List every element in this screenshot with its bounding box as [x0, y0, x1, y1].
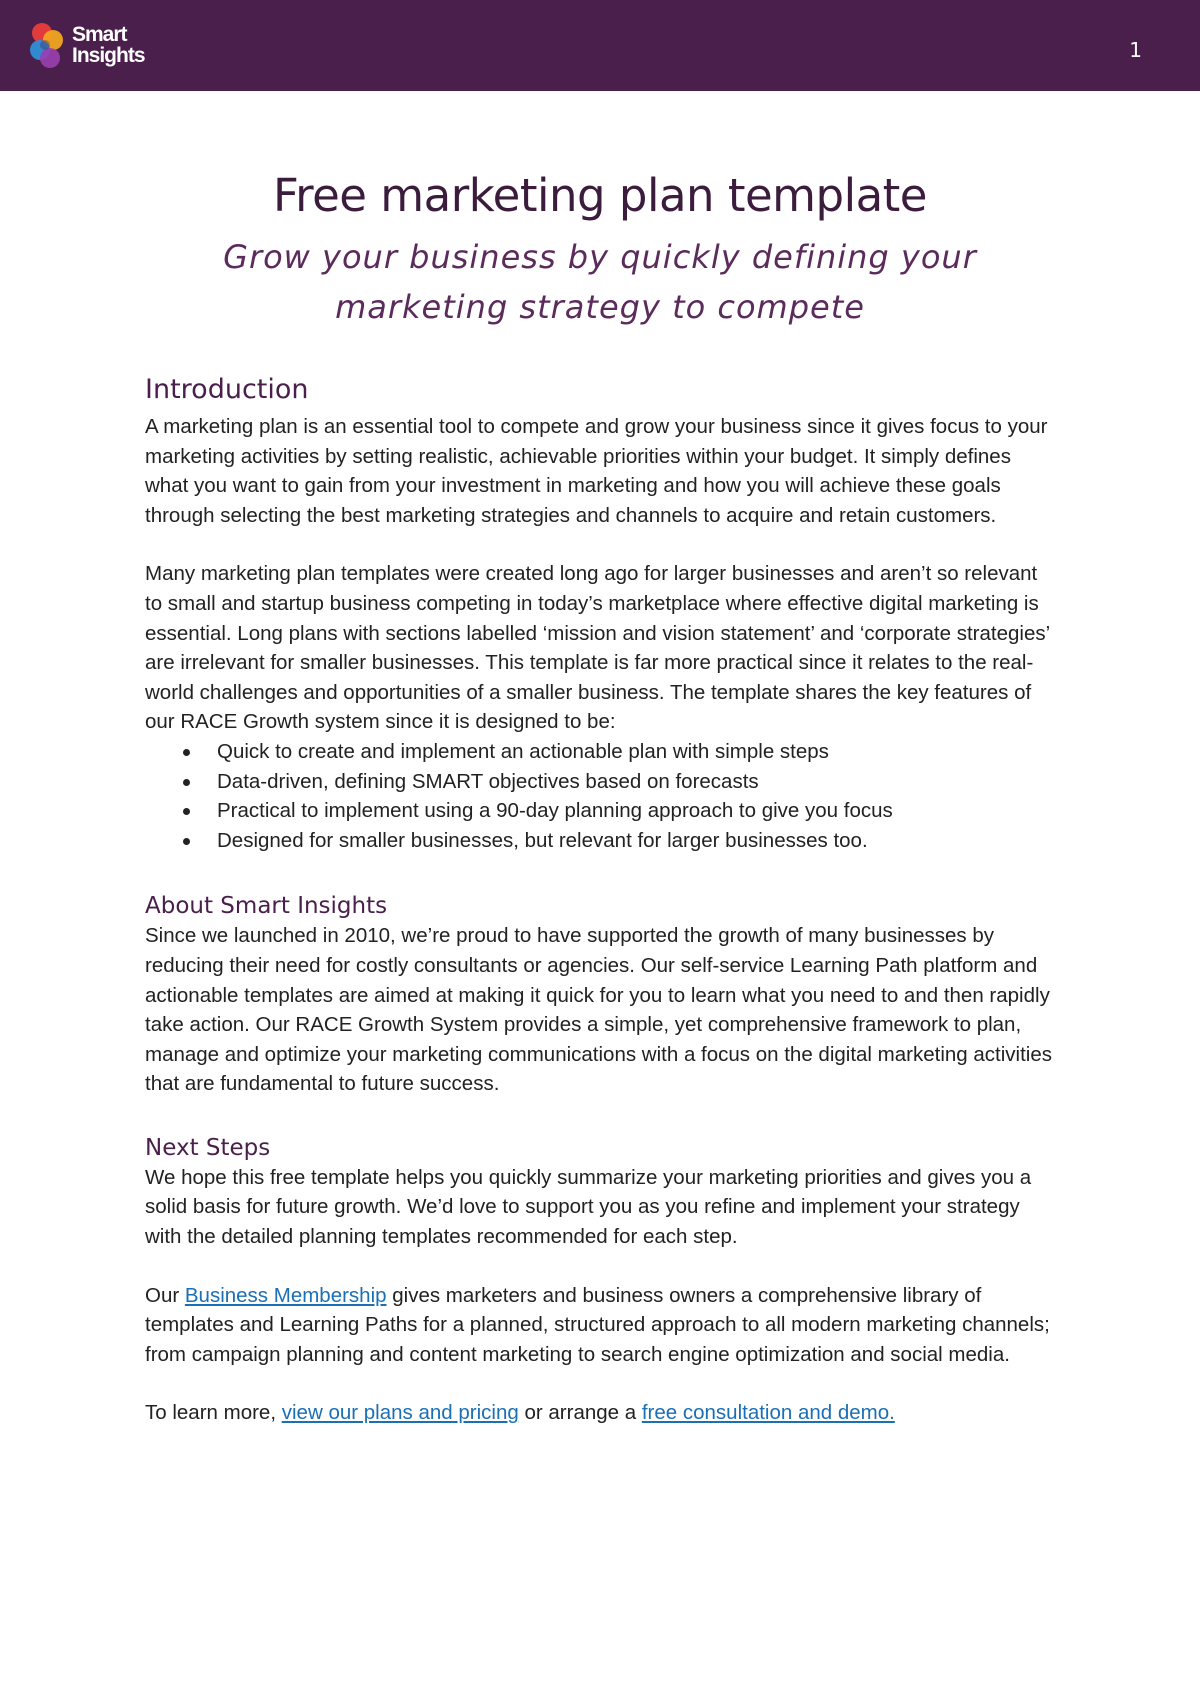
- logo-line-2: Insights: [72, 44, 145, 67]
- next-steps-paragraph-3: [145, 1398, 1055, 1428]
- about-heading: About Smart Insights: [145, 893, 388, 920]
- section-gap: [145, 1099, 1055, 1133]
- membership-prefix: Our: [145, 1283, 185, 1307]
- logo-wordmark: [72, 24, 145, 66]
- logo-circles-icon: [26, 18, 68, 72]
- page-number: 1: [1129, 38, 1142, 62]
- plans-pricing-link[interactable]: view our plans and pricing: [281, 1401, 519, 1425]
- feature-list: [145, 737, 1055, 855]
- feature-list-item: Quick to create and implement an actionable plan with simple steps: [217, 737, 1055, 767]
- feature-list-item: Practical to implement using a 90-day planning approach to give you focus: [217, 796, 1055, 826]
- next-steps-paragraph-1: We hope this free template helps you quickly summarize your marketing priorities and gives you a solid basis for future growth. We’d love to support you as you refine and implement your strategy with the detailed planning templates recommended for each step.: [145, 1165, 1032, 1249]
- paragraph-gap: [145, 1252, 1055, 1281]
- introduction-paragraph-2: Many marketing plan templates were created long ago for larger businesses and aren’t so relevant to small and startup business competing in today’s marketplace where effective digital marketing is essential. Long plans with sections labelled ‘mission and vision statement’ and ‘corporate strategies’ are irrelevant for smaller businesses. This template is far more practical since it relates to the real-world challenges and opportunities of a smaller business. The template shares the key features of our RACE Growth system since it is designed to be:: [145, 562, 1050, 734]
- membership-suffix: gives marketers and business owners a comprehensive library of templates and Learning Paths for a planned, structured approach to all modern marketing channels; from campaign planning and content marketing to search engine optimization and social media.: [145, 1283, 1050, 1366]
- document-content: [145, 160, 1055, 1428]
- paragraph-gap: [145, 530, 1055, 559]
- next-steps-paragraph-2: [145, 1281, 1055, 1370]
- consultation-demo-link[interactable]: free consultation and demo.: [641, 1401, 895, 1425]
- introduction-heading: Introduction: [145, 374, 309, 405]
- business-membership-link[interactable]: Business Membership: [184, 1283, 387, 1307]
- learn-more-middle: or arrange a: [518, 1401, 642, 1425]
- subtitle-line-2: marketing strategy to compete: [335, 288, 865, 326]
- learn-more-prefix: To learn more,: [145, 1401, 282, 1425]
- page-title: Free marketing plan template: [273, 169, 927, 222]
- paragraph-gap: [145, 1369, 1055, 1398]
- logo-line-1: Smart: [72, 23, 127, 46]
- feature-list-item: Data-driven, defining SMART objectives based on forecasts: [217, 767, 1055, 797]
- subtitle-line-1: Grow your business by quickly defining your: [223, 238, 977, 276]
- introduction-paragraph-1: A marketing plan is an essential tool to compete and grow your business since it gives focus to your marketing activities by setting realistic, achievable priorities within your budget. It simply defines what you want to gain from your investment in marketing and how you will achieve these goals through selecting the best marketing strategies and channels to acquire and retain customers.: [145, 415, 1048, 527]
- header-bar: [0, 0, 1200, 91]
- feature-list-item: Designed for smaller businesses, but relevant for larger businesses too.: [217, 826, 1055, 856]
- section-gap: [145, 855, 1055, 891]
- subtitle: [170, 232, 1030, 332]
- smart-insights-logo[interactable]: [26, 18, 145, 72]
- about-paragraph: Since we launched in 2010, we’re proud to have supported the growth of many businesses by reducing their need for costly consultants or agencies. Our self-service Learning Path platform and actionable templates are aimed at making it quick for you to learn what you need to and then rapidly take action. Our RACE Growth System provides a simple, yet comprehensive framework to plan, manage and optimize your marketing communications with a focus on the digital marketing activities that are fundamental to future success.: [145, 924, 1052, 1096]
- next-steps-heading: Next Steps: [145, 1134, 271, 1161]
